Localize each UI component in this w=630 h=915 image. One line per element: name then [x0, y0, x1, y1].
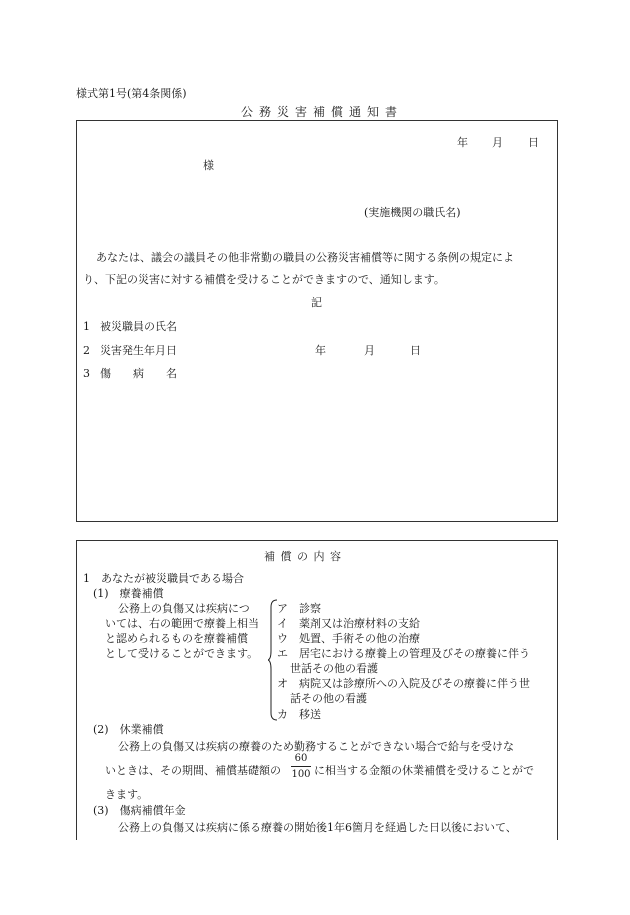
fraction-numerator: 60: [294, 753, 308, 764]
content-box: [76, 540, 558, 840]
addressee-suffix: 様: [203, 159, 214, 172]
sub2-line1: 公務上の負傷又は疾病の療養のため勤務することができない場合で給与を受けな: [118, 740, 514, 753]
sub2-line2-end: に相当する金額の休業補償を受けることがで: [314, 764, 534, 777]
sub1-right-item-e: エ 居宅における療養上の管理及びその療養に伴う: [277, 647, 530, 660]
sub1-right-item-e-cont: 世話その他の看護: [290, 662, 378, 675]
sub1-left-line4: として受けることができます。: [105, 647, 259, 660]
notice-body-line1: あなたは、議会の議員その他非常勤の職員の公務災害補償等に関する条例の規定によ: [96, 251, 514, 264]
fraction-denominator: 100: [291, 769, 311, 780]
sub3-line1: 公務上の負傷又は疾病に係る療養の開始後1年6箇月を経過した日以後において、: [118, 821, 517, 834]
item-number-2: 2: [83, 344, 90, 357]
section1-title: 1 あなたが被災職員である場合: [83, 572, 244, 585]
sub1-right-item-a: ア 診察: [277, 602, 321, 615]
incident-month-label: 月: [364, 344, 375, 357]
fraction-bar: [291, 766, 311, 767]
page-title: 公務災害補償通知書: [241, 105, 404, 119]
content-heading: 補償の内容: [264, 550, 347, 563]
item-label-victim-name: 被災職員の氏名: [100, 320, 177, 333]
sub2-line2-start: いときは、その期間、補償基礎額の: [105, 764, 281, 777]
incident-day-label: 日: [410, 344, 421, 357]
form-number: 様式第1号(第4条関係): [76, 87, 187, 100]
notice-body-line2: り、下記の災害に対する補償を受けることができますので、通知します。: [83, 273, 445, 286]
sub1-left-line2: いては、右の範囲で療養上相当: [105, 617, 259, 630]
sub2-line3: きます。: [105, 788, 149, 801]
item-number-1: 1: [83, 320, 90, 333]
item-number-3: 3: [83, 367, 90, 380]
sub1-left-line1: 公務上の負傷又は疾病につ: [118, 602, 250, 615]
sub1-title: (1) 療養補償: [93, 587, 164, 600]
sub1-right-item-i: イ 薬剤又は治療材料の支給: [277, 617, 420, 630]
item-label-incident-date: 災害発生年月日: [100, 344, 177, 357]
sub3-title: (3) 傷病補償年金: [93, 804, 186, 817]
issuer-label: (実施機関の職氏名): [364, 206, 461, 219]
sub2-title: (2) 休業補償: [93, 723, 164, 736]
incident-year-label: 年: [315, 344, 326, 357]
sub1-left-line3: と認められるものを療養補償: [105, 632, 248, 645]
date-year-label: 年: [457, 136, 468, 149]
sub1-right-item-u: ウ 処置、手術その他の治療: [277, 632, 420, 645]
date-day-label: 日: [528, 136, 539, 149]
sub1-right-item-o: オ 病院又は診療所への入院及びその療養に伴う世: [277, 677, 530, 690]
date-month-label: 月: [492, 136, 503, 149]
item-label-injury-name: 傷 病 名: [100, 367, 177, 380]
ki-label: 記: [311, 296, 322, 309]
sub1-right-item-ka: カ 移送: [277, 708, 321, 721]
sub1-right-item-o-cont: 話その他の看護: [290, 692, 367, 705]
